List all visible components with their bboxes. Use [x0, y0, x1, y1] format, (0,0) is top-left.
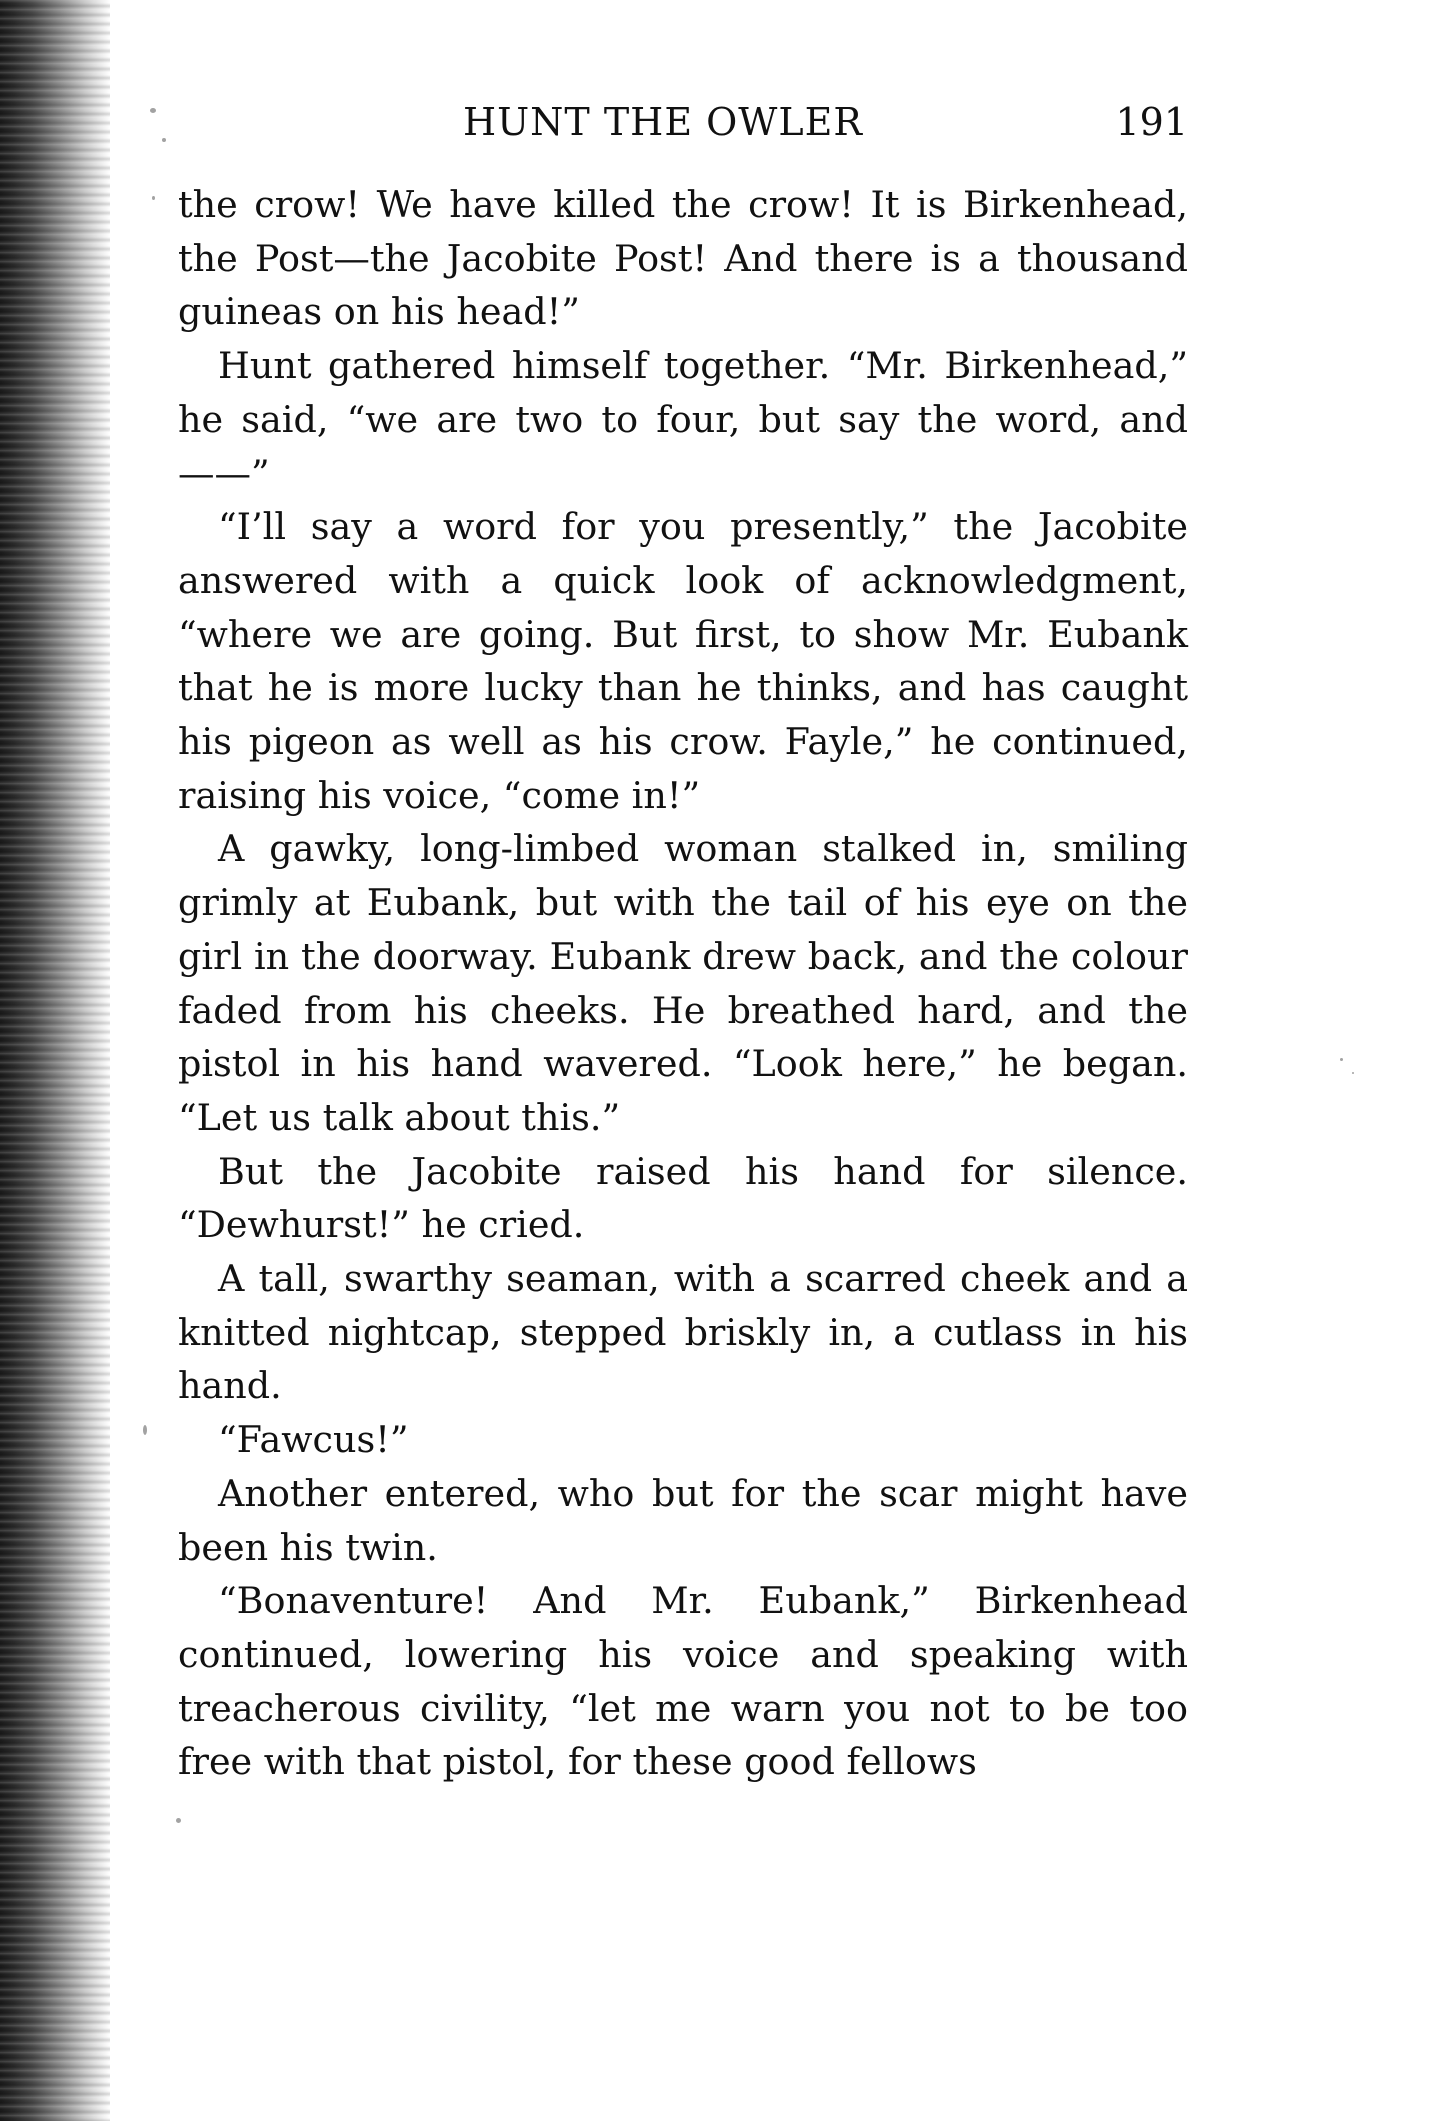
scan-speck: [162, 138, 166, 142]
paragraph: A tall, swarthy seaman, with a scarred cheek and a knitted nightcap, stepped briskly in, a cutlass in his hand.: [178, 1257, 1188, 1408]
paragraph: But the Jacobite raised his hand for silence. “Dewhurst!” he cried.: [178, 1149, 1188, 1247]
scan-speck: [1340, 1058, 1343, 1061]
paragraph: Another entered, who but for the scar might have been his twin.: [178, 1471, 1188, 1569]
scan-speck: [143, 1425, 147, 1435]
paragraph: “Fawcus!”: [218, 1418, 409, 1462]
body-text: [178, 178, 1188, 1789]
paragraph: the crow! We have killed the crow! It is Birkenhead, the Post—the Jacobite Post! And there is a thousand guineas on his head!”: [178, 183, 1188, 334]
running-head: HUNT THE OWLER: [463, 100, 863, 144]
page-header: [178, 100, 1188, 160]
scan-speck: [152, 196, 155, 200]
scan-speck: [150, 108, 156, 113]
paragraph: Hunt gathered himself together. “Mr. Birkenhead,” he said, “we are two to four, but say the word, and——”: [178, 344, 1188, 495]
paragraph: A gawky, long-limbed woman stalked in, smiling grimly at Eubank, but with the tail of his eye on the girl in the doorway. Eubank drew back, and the colour faded from his cheeks. He breathed hard, and the pistol in his hand wavered. “Look here,” he began. “Let us talk about this.”: [178, 827, 1188, 1139]
paragraph: “I’ll say a word for you presently,” the Jacobite answered with a quick look of acknowledgment, “where we are going. But first, to show Mr. Eubank that he is more lucky than he thinks, and has caught his pigeon as well as his crow. Fayle,” he continued, raising his voice, “come in!”: [178, 505, 1188, 817]
binding-gutter: [0, 0, 110, 2121]
scan-speck: [1352, 1072, 1354, 1074]
page-number: 191: [1115, 100, 1188, 144]
scan-speck: [176, 1818, 181, 1823]
paragraph: “Bonaventure! And Mr. Eubank,” Birkenhead continued, lowering his voice and speaking with treacherous civility, “let me warn you not to be too free with that pistol, for these good fellows: [178, 1579, 1188, 1784]
